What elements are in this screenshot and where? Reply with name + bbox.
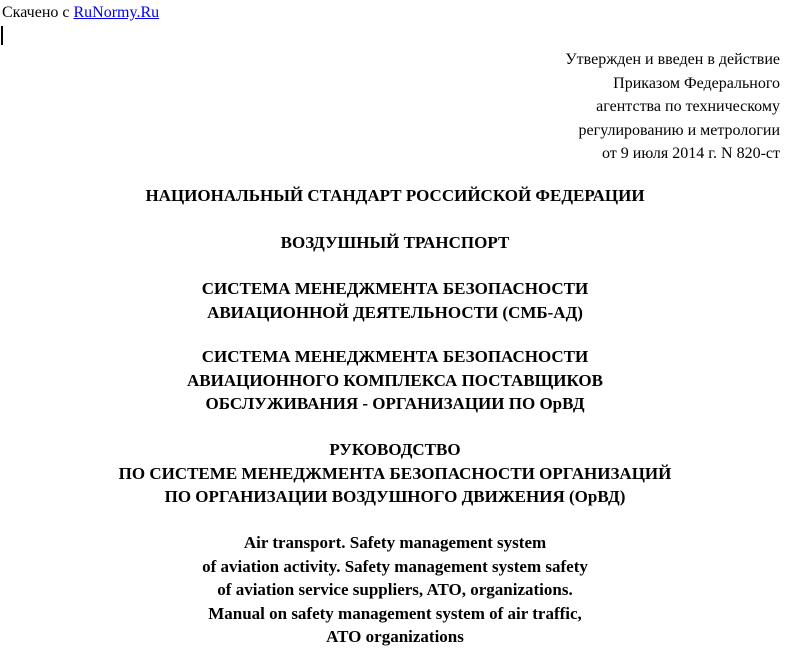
heading-line: Air transport. Safety management system	[243, 533, 547, 552]
source-line	[2, 3, 159, 23]
heading-line: СИСТЕМА МЕНЕДЖМЕНТА БЕЗОПАСНОСТИ	[201, 347, 589, 366]
heading-line: Manual on safety management system of air traffic,	[208, 603, 582, 623]
air-transport-heading	[0, 231, 790, 255]
source-link[interactable]: RuNormy.Ru	[73, 4, 160, 21]
national-standard-heading	[0, 184, 790, 208]
approval-line: Утвержден и введен в действие	[565, 51, 780, 68]
heading-line: of aviation activity. Safety management system safety	[202, 556, 588, 576]
text-cursor	[1, 26, 3, 45]
heading-line: АВИАЦИОННОГО КОМПЛЕКСА ПОСТАВЩИКОВ	[187, 370, 603, 390]
approval-line: Приказом Федерального	[613, 74, 780, 92]
heading-line: of aviation service suppliers, ATO, organizations.	[217, 580, 573, 599]
heading-line: ПО СИСТЕМЕ МЕНЕДЖМЕНТА БЕЗОПАСНОСТИ ОРГАНИЗАЦИЙ	[118, 463, 672, 483]
approval-line: от 9 июля 2014 г. N 820-ст	[602, 145, 780, 162]
heading-line: ВОЗДУШНЫЙ ТРАНСПОРТ	[280, 233, 510, 252]
heading-line: ПО ОРГАНИЗАЦИИ ВОЗДУШНОГО ДВИЖЕНИЯ (ОрВД)	[164, 487, 626, 506]
approval-line: агентства по техническому	[596, 98, 780, 115]
manual-heading	[0, 438, 790, 509]
heading-line: ОБСЛУЖИВАНИЯ - ОРГАНИЗАЦИИ ПО ОрВД	[205, 394, 585, 413]
heading-line: СИСТЕМА МЕНЕДЖМЕНТА БЕЗОПАСНОСТИ	[201, 279, 589, 298]
heading-line: НАЦИОНАЛЬНЫЙ СТАНДАРТ РОССИЙСКОЙ ФЕДЕРАЦИИ	[145, 186, 645, 205]
approval-line: регулированию и метрологии	[578, 121, 780, 139]
heading-line: ATO organizations	[326, 627, 464, 646]
english-title	[0, 531, 790, 649]
approval-block	[565, 48, 780, 166]
smb-ad-heading	[0, 277, 790, 324]
heading-line: РУКОВОДСТВО	[329, 440, 461, 459]
orvd-heading	[0, 345, 790, 416]
source-prefix: Скачено с	[2, 4, 74, 21]
heading-line: АВИАЦИОННОЙ ДЕЯТЕЛЬНОСТИ (СМБ-АД)	[207, 302, 583, 322]
